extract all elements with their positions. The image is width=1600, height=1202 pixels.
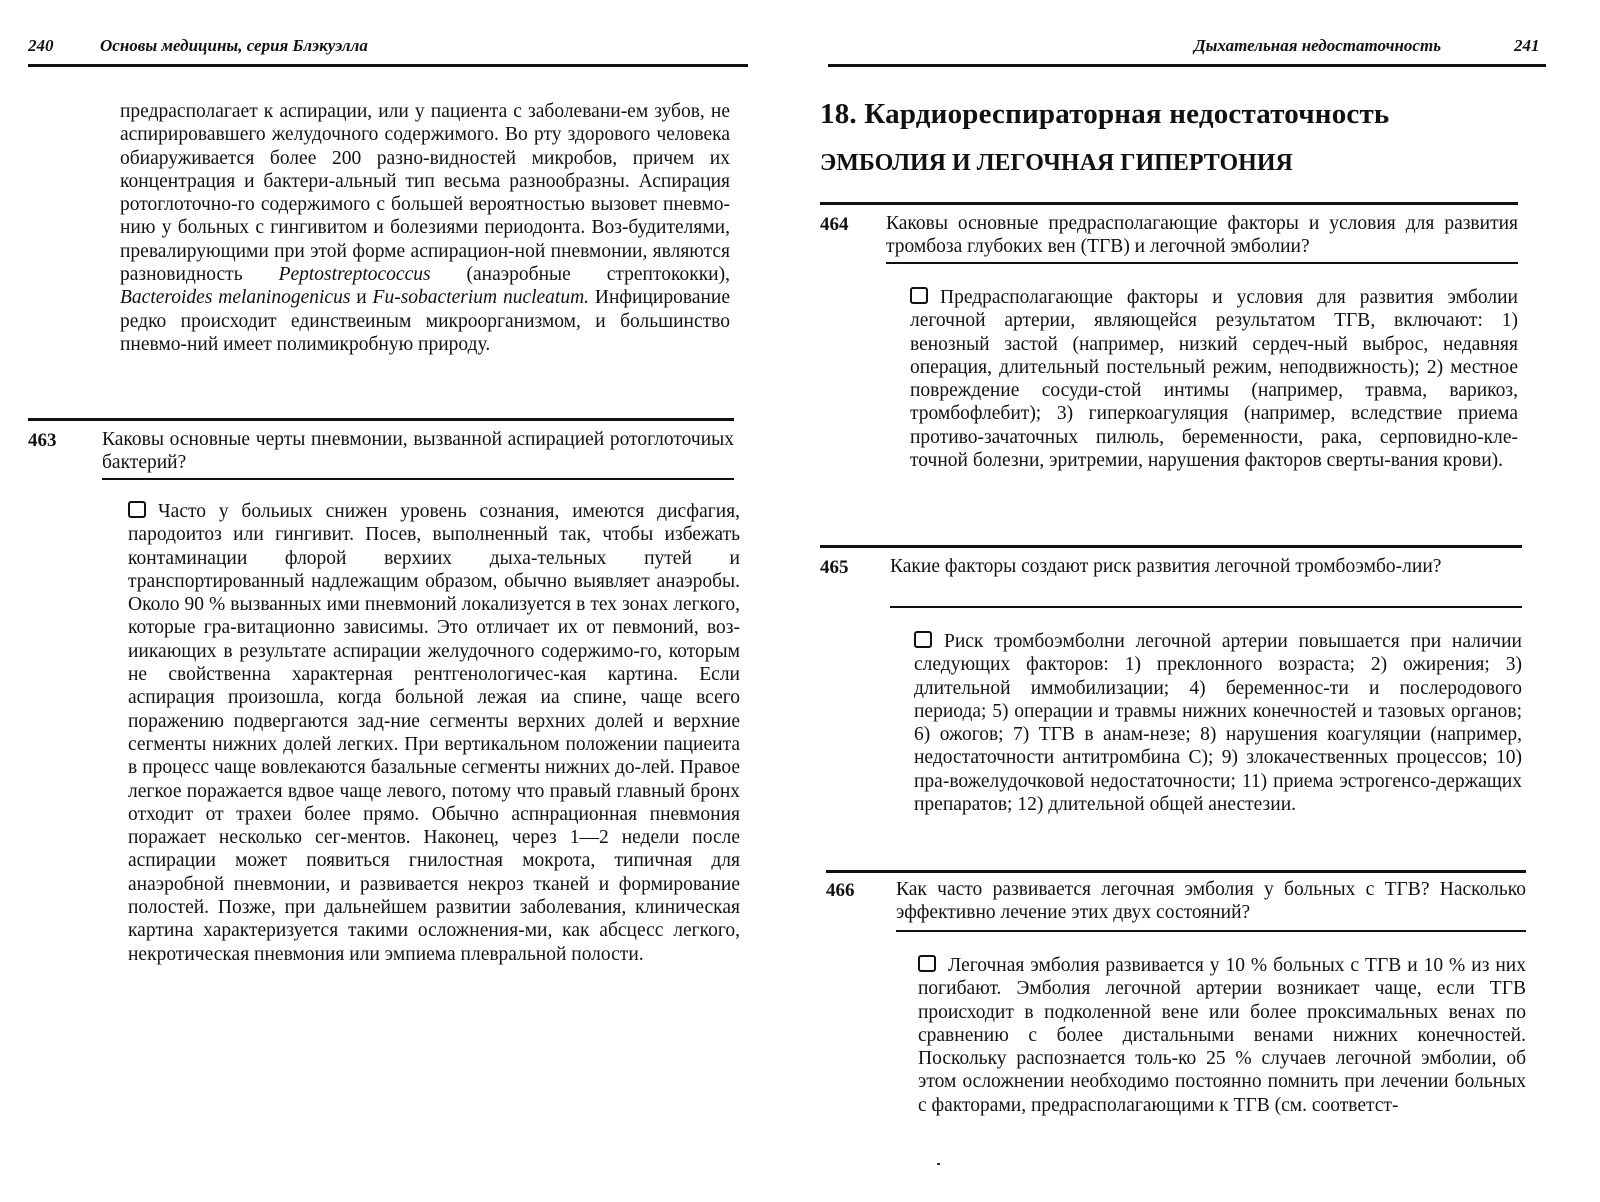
question-number: 463 (28, 430, 57, 451)
question-text: Каковы основные черты пневмонии, вызванной аспирацией ротоглоточиых бактерий? (102, 429, 734, 474)
section-title: ЭМБОЛИЯ И ЛЕГОЧНАЯ ГИПЕРТОНИЯ (820, 150, 1293, 176)
taxon-fusobacterium: Fu-sobacterium nucleatum. (372, 287, 590, 309)
scan-speck (937, 1163, 940, 1165)
answer-465 (914, 630, 1522, 816)
question-rule-bottom (896, 930, 1526, 932)
question-rule-bottom (886, 262, 1518, 264)
chapter-title: 18. Кардиореспираторная недостаточность (820, 98, 1390, 130)
question-rule-top (820, 202, 1518, 205)
running-title-left: Основы медицины, серия Блэкуэлла (100, 36, 368, 55)
answer-466 (918, 954, 1526, 1117)
question-rule-bottom (890, 606, 1522, 608)
answer-464 (910, 286, 1518, 472)
para-text-2: (анаэробные стрептококки), (430, 264, 730, 286)
running-head-left (28, 34, 748, 67)
answer-text: Легочная эмболия развивается у 10 % больных с ТГВ и 10 % из них погибают. Эмболия легочной артерии возникает чаще, если ТГВ происходит в подколенной вене или более проксимальных венах по сравнению с более дистальными венами нижних конечностей. Поскольку распознается толь-ко 25 % случаев легочной эмболии, об этом осложнении необходимо постоянно помнить при лечении больных с факторами, предрасполагающими к ТГВ (см. соответст- (918, 955, 1526, 1116)
question-number: 465 (820, 557, 849, 578)
question-rule-top (826, 870, 1526, 873)
answer-text: Риск тромбоэмболни легочной артерии повышается при наличии следующих факторов: 1) преклонного возраста; 2) ожирения; 3) длительной иммобилизации; 4) беременнос-ти и послеродового периода; 5) операции и травмы нижних конечностей и тазовых органов; 6) ожогов; 7) ТГВ в анам-незе; 8) нарушения коагуляции (например, недостаточности антитромбина С); 9) злокачественных процессов; 10) пра-вожелудочковой недостаточности; 11) приема эстрогенсо-держащих препаратов; 12) длительной общей анестезии. (914, 631, 1522, 816)
para-text-4: Инфицирование редко происходит единствеиным микроорганизмом, и большинство пневмо-ний имеет полимикробную природу. (120, 287, 731, 355)
question-rule-top (820, 545, 1522, 548)
answer-text: Часто у больиых снижен уровень сознания, имеются дисфагия, пародоитоз или гингивит. Посев, выполненный так, чтобы избежать контаминации флорой верхиих дыха-тельных путей и транспортированный надлежащим образом, обычно выявляет анаэробы. Около 90 % вызванных ими пневмоний локализуется в тех зонах легкого, которые гра-витационно зависимы. Это отличает их от певмоний, воз-иикающих в результате аспирации желудочного содержимо-го, которым не свойственна характерная рентгенологичес-кая картина. Если аспирация произошла, когда больной лежая иа спине, чаще всего поражению подвергаются зад-ние сегменты верхних долей и верхние сегменты нижних долей легких. При вертикальном положении пациеита в процесс чаще вовлекаются базальные сегменты нижних до-лей. Правое легкое поражается вдвое чаще левого, потому что правый главный бронх отходит от трахеи более прямо. Обычно аспнрационная пневмония поражает несколько сег-ментов. Наконец, через 1—2 недели после аспирации может появиться гнилостная мокрота, типичная для анаэробной пневмонии, и развивается некроз тканей и формирование полостей. Позже, при дальнейшем развитии заболевания, клиническая картина характеризуется такими осложнения-ми, как абсцесс легкого, некротическая пневмония или эмпиема плевральной полости. (128, 501, 740, 965)
question-465-block (820, 545, 1522, 611)
question-rule-bottom (102, 478, 734, 480)
question-463-block (28, 418, 734, 488)
answer-box-icon (910, 287, 928, 304)
question-rule-top (28, 418, 734, 421)
answer-box-icon (918, 955, 936, 972)
taxon-bacteroides: Bacteroides melaninogenicus (120, 287, 351, 309)
answer-box-icon (128, 501, 146, 518)
running-title-right: Дыхательная недостаточность (1194, 36, 1441, 55)
para-text-1: предрасполагает к аспирации, или у пациента с заболевани-ем зубов, не аспирировавшего желудочного содержимого. Во рту здорового человека обиаруживается более 200 разно-видностей микробов, причем их концентрация и бактери-альный тип весьма разнообразны. Аспирация ротоглоточно-го содержимого с большей вероятностью вызовет пневмо-нию у больных с гингивитом и болезиями периодонта. Воз-будителями, превалирующими при этой форме аспирацион-ной пневмонии, являются разновидность (120, 101, 730, 286)
answer-text: Предрасполагающие факторы и условия для развития эмболии легочной артерии, являющейся результатом ТГВ, включают: 1) венозный застой (например, низкий сердеч-ный выброс, недавняя операция, длительный постельный режим, неподвижность); 2) местное повреждение сосуди-стой интимы (например, травма, варикоз, тромбофлебит); 3) гиперкоагуляция (например, вследствие приема противо-зачаточных пилюль, беременности, рака, серповидно-кле-точной болезни, эритремии, нарушения факторов сверты-вания крови). (910, 287, 1518, 472)
question-464-block (820, 202, 1518, 272)
page-number-left: 240 (28, 36, 54, 55)
question-text: Как часто развивается легочная эмболия у больных с ТГВ? Насколько эффективно лечение этих двух состояний? (896, 879, 1526, 924)
question-466-block (826, 870, 1526, 936)
page-number-right: 241 (1514, 36, 1540, 55)
question-text: Какие факторы создают риск развития легочной тромбоэмбо-лии? (890, 556, 1442, 577)
question-text: Каковы основные предрасполагающие факторы и условия для развития тромбоза глубоких вен (ТГВ) и легочной эмболии? (886, 213, 1518, 258)
right-page (800, 0, 1600, 1202)
continued-paragraph (120, 100, 730, 356)
answer-463 (128, 500, 740, 966)
question-number: 466 (826, 880, 855, 901)
para-text-3: и (350, 287, 373, 309)
question-number: 464 (820, 214, 849, 235)
running-head-right (828, 34, 1546, 67)
taxon-peptostreptococcus: Peptostreptococcus (278, 264, 431, 286)
left-page (0, 0, 770, 1202)
answer-box-icon (914, 631, 932, 648)
